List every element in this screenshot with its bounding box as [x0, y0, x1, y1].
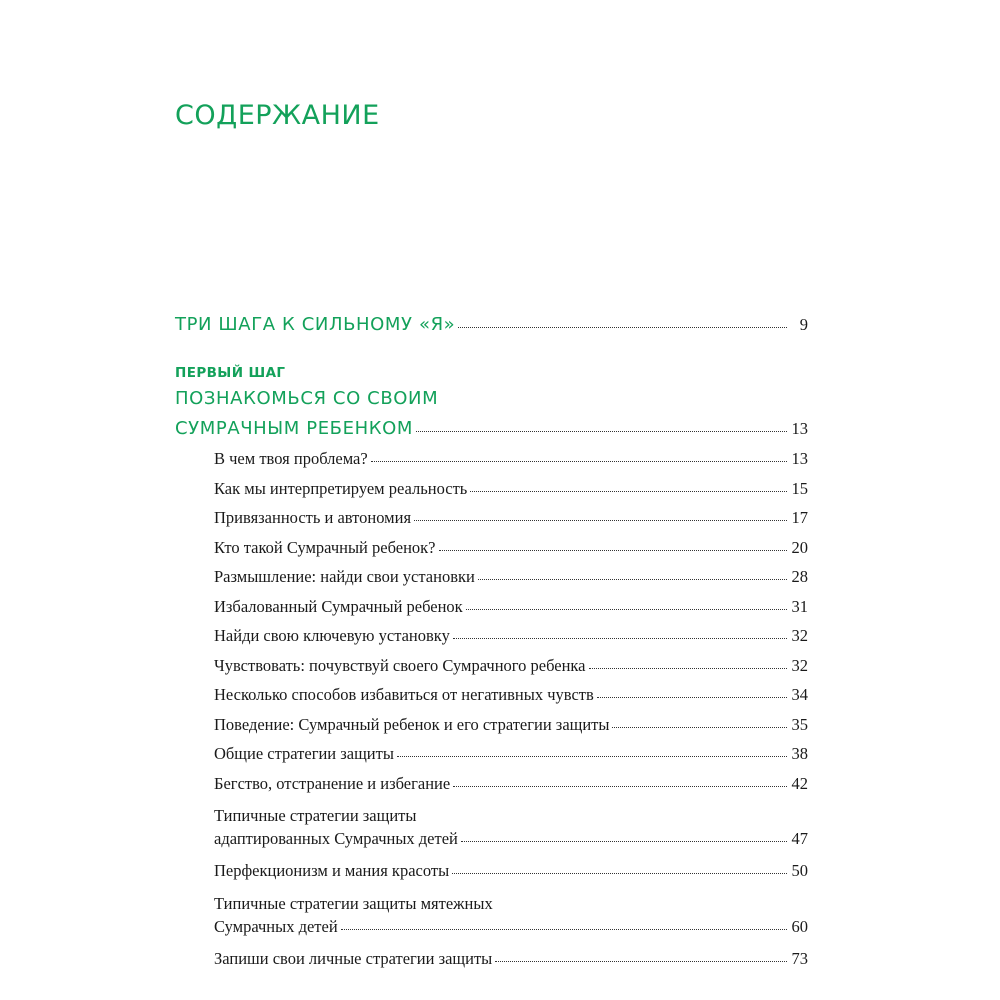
dot-leader — [470, 491, 787, 492]
toc-entry-page: 17 — [791, 508, 808, 527]
toc-entry — [175, 444, 808, 474]
toc-entry-page: 15 — [791, 478, 808, 498]
toc-entry-page: 20 — [791, 537, 808, 557]
toc-entry — [175, 621, 808, 651]
toc-entry-title-line2: адаптированных Сумрачных детей — [214, 829, 458, 848]
toc-entry-title: Общие стратегии защиты — [214, 744, 394, 763]
dot-leader — [439, 550, 787, 551]
dot-leader — [458, 327, 787, 328]
toc-entry — [175, 474, 808, 504]
toc-entry-page: 32 — [791, 655, 808, 675]
toc-entry — [175, 856, 808, 886]
toc-entry-title: Запиши свои личные стратегии защиты — [214, 948, 493, 968]
toc-entry — [175, 651, 808, 681]
toc-entry-title-line2: Сумрачных детей — [214, 916, 338, 936]
toc-entry-title: Избалованный Сумрачный ребенок — [214, 596, 463, 616]
toc-entry-multiline — [175, 892, 808, 938]
toc-entry-row — [214, 915, 808, 938]
toc-intro-page: 9 — [799, 315, 808, 334]
toc-entry-title: Найди свою ключевую установку — [214, 626, 450, 645]
page-title: СОДЕРЖАНИЕ — [175, 100, 380, 131]
toc-entry-page: 35 — [791, 714, 808, 734]
dot-leader — [416, 431, 787, 432]
dot-leader — [495, 961, 787, 962]
dot-leader — [461, 841, 787, 842]
step-title-line1: ПОЗНАКОМЬСЯ СО СВОИМ — [175, 388, 439, 409]
toc-entry-page: 47 — [791, 829, 808, 848]
dot-leader — [414, 520, 787, 521]
toc-entry-title: В чем твоя проблема? — [214, 449, 368, 468]
toc-entry — [175, 944, 808, 974]
toc-entry-page: 32 — [791, 626, 808, 645]
toc-entry-page: 34 — [791, 685, 808, 704]
dot-leader — [589, 668, 788, 669]
dot-leader — [597, 697, 787, 698]
toc-entry-title-line1: Типичные стратегии защиты мятежных — [214, 893, 493, 913]
toc-step1 — [175, 414, 808, 444]
dot-leader — [371, 461, 787, 462]
toc-entry-row — [214, 827, 808, 850]
toc-step1-page: 13 — [791, 419, 808, 438]
toc-entry — [175, 562, 808, 592]
dot-leader — [452, 873, 787, 874]
toc-intro-title: ТРИ ШАГА К СИЛЬНОМУ «Я» — [175, 314, 456, 335]
toc-entry-title-line1: Типичные стратегии защиты — [214, 806, 417, 825]
dot-leader — [397, 756, 787, 757]
toc-entry-title: Бегство, отстранение и избегание — [214, 773, 451, 793]
toc-entry-page: 38 — [791, 744, 808, 763]
toc-entry-page: 60 — [791, 916, 808, 936]
toc-entry-page: 13 — [791, 449, 808, 468]
toc-entry-page: 28 — [791, 567, 808, 586]
table-of-contents — [175, 310, 808, 973]
toc-entry-page: 31 — [791, 596, 808, 616]
toc-entry-page: 73 — [791, 948, 808, 968]
toc-entry-title: Перфекционизм и мания красоты — [214, 861, 450, 880]
dot-leader — [453, 786, 787, 787]
toc-entry-multiline — [175, 804, 808, 850]
toc-entry — [175, 592, 808, 622]
toc-entry — [175, 739, 808, 769]
toc-entry — [175, 769, 808, 799]
toc-intro — [175, 310, 808, 340]
dot-leader — [466, 609, 787, 610]
toc-entry-title: Чувствовать: почувствуй своего Сумрачного ребенка — [214, 655, 586, 675]
dot-leader — [612, 727, 787, 728]
toc-entry-page: 50 — [791, 861, 808, 880]
toc-entry-page: 42 — [791, 773, 808, 793]
toc-entry — [175, 710, 808, 740]
dot-leader — [453, 638, 787, 639]
toc-entry-title: Как мы интерпретируем реальность — [214, 478, 468, 498]
toc-entry-title: Размышление: найди свои установки — [214, 567, 475, 586]
toc-entry — [175, 680, 808, 710]
step-label: ПЕРВЫЙ ШАГ — [175, 365, 286, 381]
toc-entry-title: Кто такой Сумрачный ребенок? — [214, 537, 436, 557]
toc-entry — [175, 503, 808, 533]
toc-entry-title: Поведение: Сумрачный ребенок и его стратегии защиты — [214, 714, 610, 734]
toc-entry-title: Несколько способов избавиться от негативных чувств — [214, 685, 594, 704]
dot-leader — [478, 579, 787, 580]
toc-entry-title: Привязанность и автономия — [214, 508, 412, 527]
step-title-line2: СУМРАЧНЫМ РЕБЕНКОМ — [175, 418, 414, 439]
toc-entry — [175, 533, 808, 563]
dot-leader — [341, 929, 787, 930]
